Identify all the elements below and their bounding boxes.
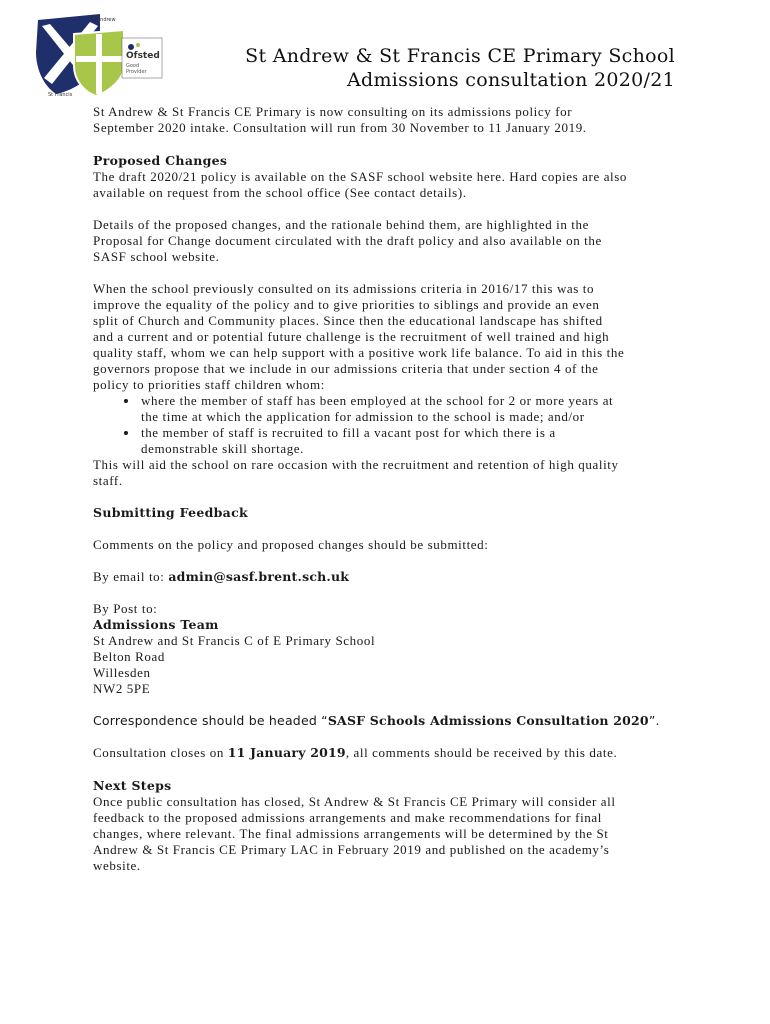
- paragraph-line: This will aid the school on rare occasion with the recruitment and retention of high quality: [93, 457, 619, 472]
- closes-date: 11 January 2019: [227, 745, 346, 760]
- list-item-line: • the member of staff is recruited to fill a vacant post for which there is a: [141, 425, 556, 440]
- document-title: [245, 44, 675, 92]
- paragraph-line: policy to priorities staff children whom:: [93, 377, 325, 392]
- address-line: Willesden: [93, 665, 151, 680]
- paragraph-line: website.: [93, 858, 141, 873]
- paragraph-line: When the school previously consulted on its admissions criteria in 2016/17 this was to: [93, 281, 595, 296]
- email-label: By email to:: [93, 569, 169, 584]
- intro-line: St Andrew & St Francis CE Primary is now consulting on its admissions policy for: [93, 104, 573, 119]
- submitting-feedback-heading: Submitting Feedback: [93, 505, 248, 520]
- school-crest-icon: [30, 12, 170, 98]
- email-link[interactable]: admin@sasf.brent.sch.uk: [168, 569, 350, 584]
- proposed-paragraph-2: [93, 217, 683, 265]
- closing-date-line: [93, 745, 683, 761]
- document-body: [93, 104, 683, 874]
- paragraph-line: governors propose that we include in our admissions criteria that under section 4 of the: [93, 361, 599, 376]
- next-steps-paragraph: [93, 794, 683, 874]
- paragraph-line: changes, where relevant. The final admissions arrangements will be determined by the St: [93, 826, 609, 841]
- proposed-paragraph-1: [93, 169, 683, 201]
- postal-address: [93, 601, 683, 697]
- ofsted-name: Ofsted: [126, 51, 160, 61]
- title-line-2: Admissions consultation 2020/21: [346, 69, 675, 91]
- admissions-team-heading: Admissions Team: [93, 617, 219, 632]
- feedback-intro: Comments on the policy and proposed changes should be submitted:: [93, 537, 489, 552]
- list-item-line: demonstrable skill shortage.: [141, 441, 305, 456]
- paragraph-line: feedback to the proposed admissions arrangements and make recommendations for final: [93, 810, 602, 825]
- logo-bottom-label: St Francis: [48, 92, 73, 98]
- closes-prefix: Consultation closes on: [93, 745, 228, 760]
- intro-paragraph: [93, 104, 683, 136]
- list-item-line: the time at which the application for admission to the school is made; and/or: [141, 409, 585, 424]
- staff-criteria-list: [93, 393, 683, 457]
- address-line: NW2 5PE: [93, 681, 151, 696]
- proposed-paragraph-3: [93, 281, 683, 393]
- paragraph-line: and a current and or potential future challenge is the recruitment of well trained and high: [93, 329, 610, 344]
- proposed-closing: [93, 457, 683, 489]
- intro-line: September 2020 intake. Consultation will run from 30 November to 11 January 2019.: [93, 120, 587, 135]
- paragraph-line: Andrew & St Francis CE Primary LAC in February 2019 and published on the academy’s: [93, 842, 610, 857]
- paragraph-line: Proposal for Change document circulated with the draft policy and also available on the: [93, 233, 602, 248]
- logo-top-label: St Andrew: [90, 17, 116, 23]
- school-logo: [30, 12, 170, 98]
- closes-suffix: , all comments should be received by this date.: [345, 745, 618, 760]
- paragraph-line: improve the equality of the policy and to give priorities to siblings and provide an even: [93, 297, 600, 312]
- list-item-line: • where the member of staff has been employed at the school for 2 or more years at: [141, 393, 614, 408]
- list-item: [139, 425, 683, 457]
- address-line: St Andrew and St Francis C of E Primary School: [93, 633, 376, 648]
- post-label: By Post to:: [93, 601, 158, 616]
- ofsted-rating-line1: Good: [126, 63, 140, 69]
- correspondence-prefix: Correspondence should be headed “: [93, 713, 328, 728]
- paragraph-line: SASF school website.: [93, 249, 220, 264]
- paragraph-line: available on request from the school office (See contact details).: [93, 185, 467, 200]
- paragraph-line: split of Church and Community places. Since then the educational landscape has shifted: [93, 313, 603, 328]
- title-line-1: St Andrew & St Francis CE Primary School: [245, 45, 675, 67]
- next-steps-heading: Next Steps: [93, 778, 172, 793]
- correspondence-suffix: ”.: [648, 713, 660, 728]
- paragraph-line: Details of the proposed changes, and the rationale behind them, are highlighted in the: [93, 217, 589, 232]
- paragraph-line: The draft 2020/21 policy is available on the SASF school website here. Hard copies are also: [93, 169, 628, 184]
- list-item: [139, 393, 683, 425]
- proposed-changes-heading: Proposed Changes: [93, 153, 228, 168]
- address-line: Belton Road: [93, 649, 165, 664]
- correspondence-title: SASF Schools Admissions Consultation 2020: [327, 713, 649, 728]
- correspondence-instruction: [93, 713, 683, 729]
- paragraph-line: staff.: [93, 473, 123, 488]
- ofsted-rating-line2: Provider: [126, 69, 147, 75]
- paragraph-line: quality staff, whom we can help support with a positive work life balance. To aid in this the: [93, 345, 625, 360]
- email-line: [93, 569, 683, 585]
- paragraph-line: Once public consultation has closed, St Andrew & St Francis CE Primary will consider all: [93, 794, 616, 809]
